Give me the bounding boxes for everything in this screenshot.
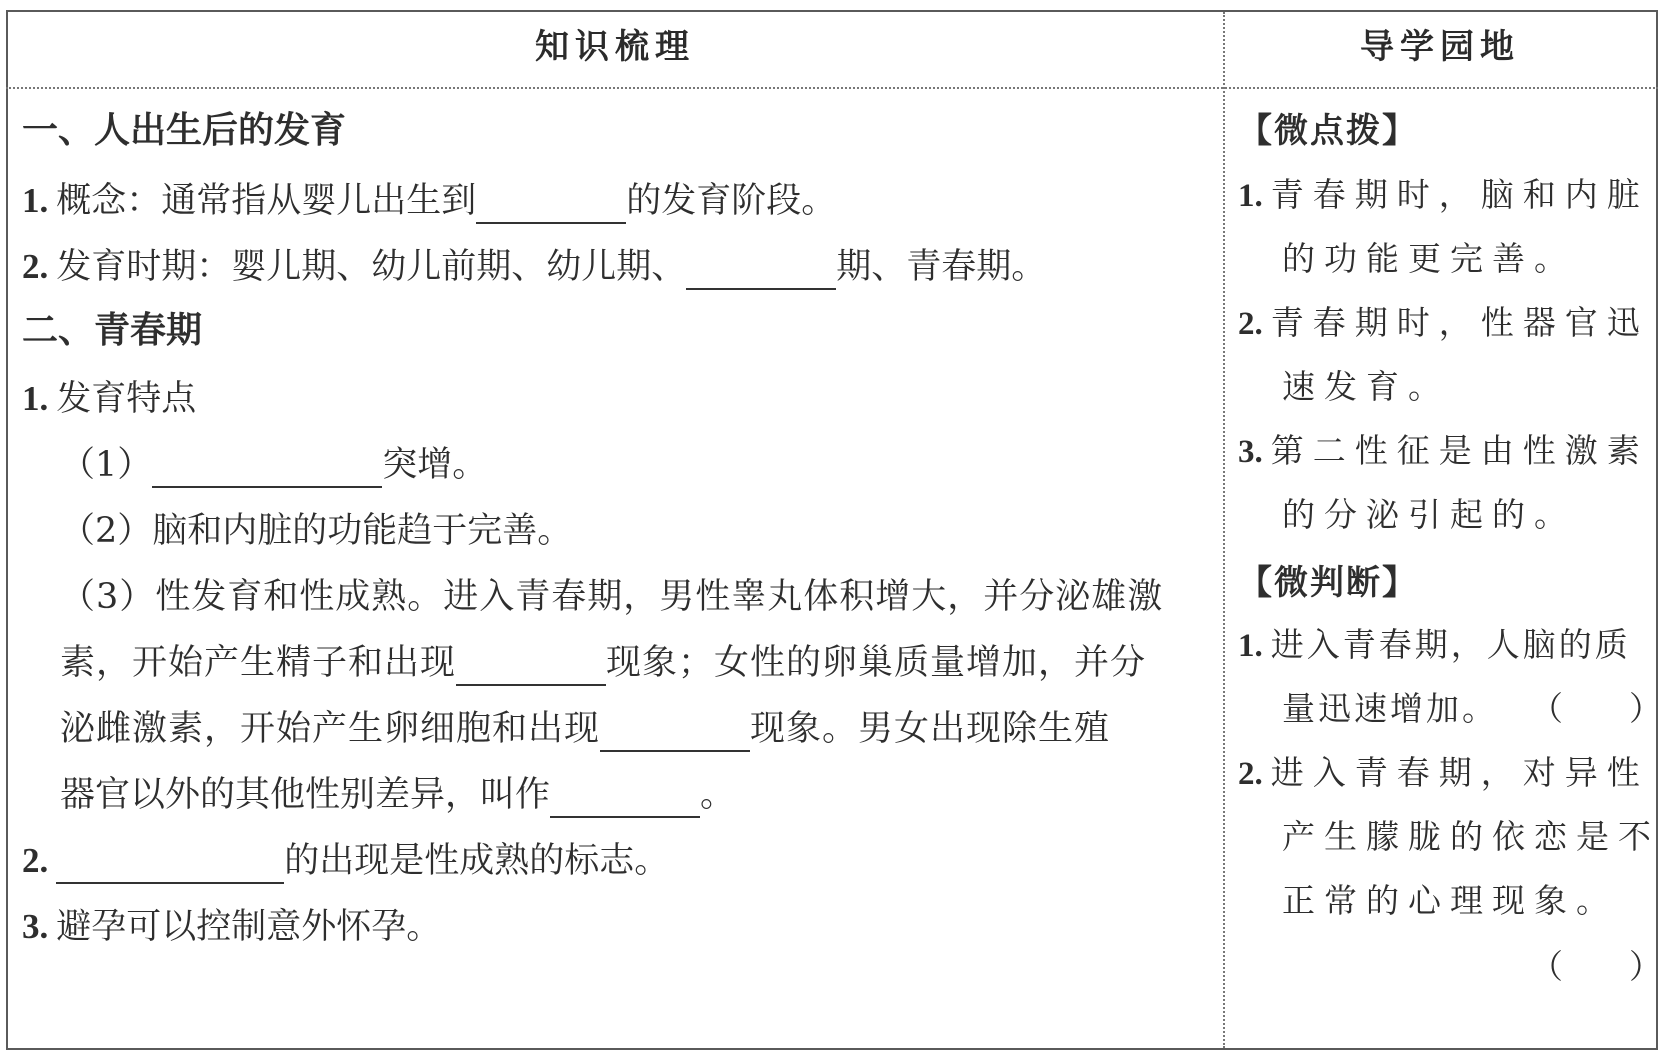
judge2-num: 2. xyxy=(1238,756,1263,792)
tip2-line2: 速发育。 xyxy=(1282,367,1450,406)
s1-item1-text-a: 概念：通常指从婴儿出生到 xyxy=(56,181,477,221)
tip2-line1 xyxy=(1238,300,1649,347)
sub3-line2-b: 现象；女性的卵巢质量增加，并分 xyxy=(606,643,1147,683)
judge2-line3: 正常的心理现象。 xyxy=(1282,881,1618,920)
frame-right-border xyxy=(1656,12,1658,1048)
sub3-line3 xyxy=(60,706,1110,752)
sub3-line3-a: 泌雌激素，开始产生卵细胞和出现 xyxy=(60,709,601,749)
sub3-line4-a: 器官以外的其他性别差异，叫作 xyxy=(60,775,551,815)
judge1-line2: 量迅速增加。 xyxy=(1282,689,1498,728)
blank-6[interactable] xyxy=(550,780,700,818)
section2-title: 二、青春期 xyxy=(22,310,203,351)
blank-1[interactable] xyxy=(476,186,626,224)
judge2-line1 xyxy=(1238,750,1649,797)
judge1-line1 xyxy=(1238,622,1631,669)
tip1-line2: 的功能更完善。 xyxy=(1282,239,1576,278)
sub2: （2）脑和内脏的功能趋于完善。 xyxy=(60,511,573,551)
sub3-line4-b: 。 xyxy=(700,775,736,815)
judge1-text-1: 进入青春期，人脑的质 xyxy=(1270,625,1631,664)
blank-3[interactable] xyxy=(152,450,382,488)
tip1-text-1: 青春期时，脑和内脏 xyxy=(1270,175,1649,214)
judge1-num: 1. xyxy=(1238,628,1263,664)
sub3-line4 xyxy=(60,772,735,818)
s2-item3-text: 避孕可以控制意外怀孕。 xyxy=(56,907,442,947)
sub3-line3-b: 现象。男女出现除生殖 xyxy=(750,709,1111,749)
column-divider xyxy=(1223,12,1225,1048)
sub3-line2 xyxy=(60,640,1146,686)
tip3-text-1: 第二性征是由性激素 xyxy=(1270,431,1649,470)
judge2-line2: 产生朦胧的依恋是不 xyxy=(1282,817,1660,856)
sub3-line1: （3）性发育和性成熟。进入青春期，男性睾丸体积增大，并分泌雄激 xyxy=(60,577,1164,617)
section1-title: 一、人出生后的发育 xyxy=(22,110,347,151)
judge2-text-1: 进入青春期，对异性 xyxy=(1270,753,1649,792)
s2-item1-text: 发育特点 xyxy=(56,379,197,419)
header-knowledge: 知识梳理 xyxy=(535,27,695,67)
s2-item3 xyxy=(22,904,441,950)
header-guide: 导学园地 xyxy=(1360,27,1520,67)
blank-7[interactable] xyxy=(56,846,284,884)
blank-4[interactable] xyxy=(456,648,606,686)
tips-title: 【微点拨】 xyxy=(1238,111,1418,151)
s1-item1-num: 1. xyxy=(22,181,49,220)
tip1-num: 1. xyxy=(1238,178,1263,214)
judge2-answer-paren[interactable]: （ ） xyxy=(1530,947,1662,986)
s2-item1 xyxy=(22,376,196,422)
s2-item1-num: 1. xyxy=(22,379,49,418)
frame-left-border xyxy=(6,12,8,1048)
tip1-line1 xyxy=(1238,172,1649,219)
s1-item2-text-a: 发育时期：婴儿期、幼儿前期、幼儿期、 xyxy=(56,247,687,287)
blank-2[interactable] xyxy=(686,252,836,290)
judge1-answer-paren[interactable]: （ ） xyxy=(1530,689,1662,728)
s1-item2-text-b: 期、青春期。 xyxy=(836,247,1047,287)
tip3-line1 xyxy=(1238,428,1649,475)
sub3-line2-a: 素，开始产生精子和出现 xyxy=(60,643,457,683)
s2-item2 xyxy=(22,838,669,884)
s2-item2-num: 2. xyxy=(22,841,49,880)
s1-item2-num: 2. xyxy=(22,247,49,286)
tip2-text-1: 青春期时，性器官迅 xyxy=(1270,303,1649,342)
tip3-num: 3. xyxy=(1238,434,1263,470)
blank-5[interactable] xyxy=(600,714,750,752)
s2-item2-text: 的出现是性成熟的标志。 xyxy=(284,841,670,881)
header-divider xyxy=(6,87,1658,89)
s1-item2 xyxy=(22,244,1046,290)
sub1 xyxy=(60,442,487,488)
tip2-num: 2. xyxy=(1238,306,1263,342)
sub1-text-b: 突增。 xyxy=(382,445,488,485)
s1-item1-text-b: 的发育阶段。 xyxy=(626,181,837,221)
s2-item3-num: 3. xyxy=(22,907,49,946)
tip3-line2: 的分泌引起的。 xyxy=(1282,495,1576,534)
judge-title: 【微判断】 xyxy=(1238,563,1418,603)
s1-item1 xyxy=(22,178,836,224)
sub1-text-a: （1） xyxy=(60,445,153,485)
